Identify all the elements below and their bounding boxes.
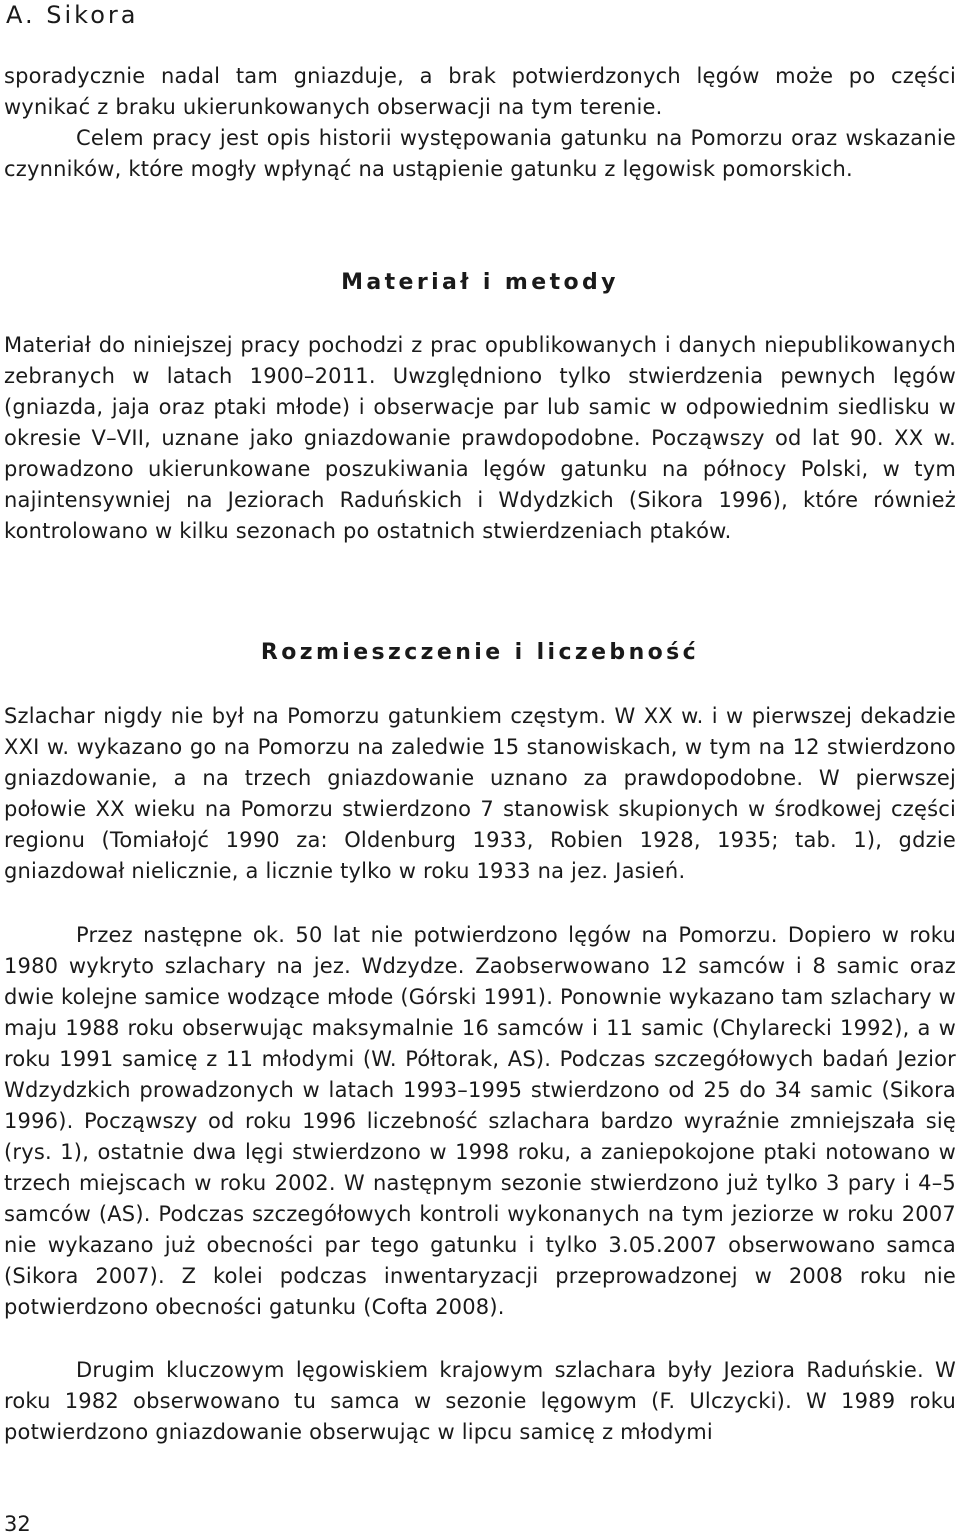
- methods-paragraph: Materiał do niniejszej pracy pochodzi z prac opublikowanych i danych niepublikowanych zebranych w latach 1900–2011. Uwzględniono tylko stwierdzenia pewnych lęgów (gniazda, jaja oraz ptaki młode) i obserwacje par lub samic w odpowiednim siedlisku w okresie V–VII, uznane jako gniazdowanie prawdopodobne. Począwszy od lat 90. XX w. prowadzono ukierunkowane poszukiwania lęgów gatunku na północy Polski, w tym najintensywniej na Jeziorach Raduńskich i Wdydzkich (Sikora 1996), które również kontrolowano w kilku sezonach po ostatnich stwierdzeniach ptaków.: [4, 333, 956, 543]
- intro-paragraph-2: Celem pracy jest opis historii występowania gatunku na Pomorzu oraz wskazanie czynników, które mogły wpłynąć na ustąpienie gatunku z lęgowisk pomorskich.: [4, 126, 956, 181]
- distribution-paragraph-3: Drugim kluczowym lęgowiskiem krajowym szlachara były Jeziora Raduńskie. W roku 1982 obserwowano tu samca w sezonie lęgowym (F. Ulczycki). W 1989 roku potwierdzono gniazdowanie obserwując w lipcu samicę z młodymi: [4, 1358, 956, 1444]
- intro-paragraph-1: sporadycznie nadal tam gniazduje, a brak potwierdzonych lęgów może po części wynikać z braku ukierunkowanych obserwacji na tym terenie.: [4, 64, 956, 119]
- section-heading-methods: Materiał i metody: [341, 270, 619, 295]
- running-head: A. Sikora: [6, 1, 139, 29]
- section-heading-distribution: Rozmieszczenie i liczebność: [260, 640, 700, 665]
- page-number: 32: [4, 1512, 31, 1536]
- distribution-paragraph-1: Szlachar nigdy nie był na Pomorzu gatunkiem częstym. W XX w. i w pierwszej dekadzie XXI w. wykazano go na Pomorzu na zaledwie 15 stanowiskach, w tym na 12 stwierdzono gniazdowanie, a na trzech gniazdowanie uznano za prawdopodobne. W pierwszej połowie XX wieku na Pomorzu stwierdzono 7 stanowisk skupionych w środkowej części regionu (Tomiałojć 1990 za: Oldenburg 1933, Robien 1928, 1935; tab. 1), gdzie gniazdował nielicznie, a licznie tylko w roku 1933 na jez. Jasień.: [4, 704, 956, 883]
- distribution-paragraph-2: Przez następne ok. 50 lat nie potwierdzono lęgów na Pomorzu. Dopiero w roku 1980 wykryto szlachary na jez. Wdzydze. Zaobserwowano 12 samców i 8 samic oraz dwie kolejne samice wodzące młode (Górski 1991). Ponownie wykazano tam szlachary w maju 1988 roku obserwując maksymalnie 16 samców i 11 samic (Chylarecki 1992), a w roku 1991 samicę z 11 młodymi (W. Półtorak, AS). Podczas szczegółowych badań Jezior Wdzydzkich prowadzonych w latach 1993–1995 stwierdzono od 25 do 34 samic (Sikora 1996). Począwszy od roku 1996 liczebność szlachara bardzo wyraźnie zmniejszała się (rys. 1), ostatnie dwa lęgi stwierdzono w 1998 roku, a zaniepokojone ptaki notowano w trzech miejscach w roku 2002. W następnym sezonie stwierdzono już tylko 3 pary i 4–5 samców (AS). Podczas szczegółowych kontroli wykonanych na tym jeziorze w roku 2007 nie wykazano już obecności par tego gatunku i tylko 3.05.2007 obserwowano samca (Sikora 2007). Z kolei podczas inwentaryzacji przeprowadzonej w 2008 roku nie potwierdzono obecności gatunku (Cofta 2008).: [4, 923, 956, 1319]
